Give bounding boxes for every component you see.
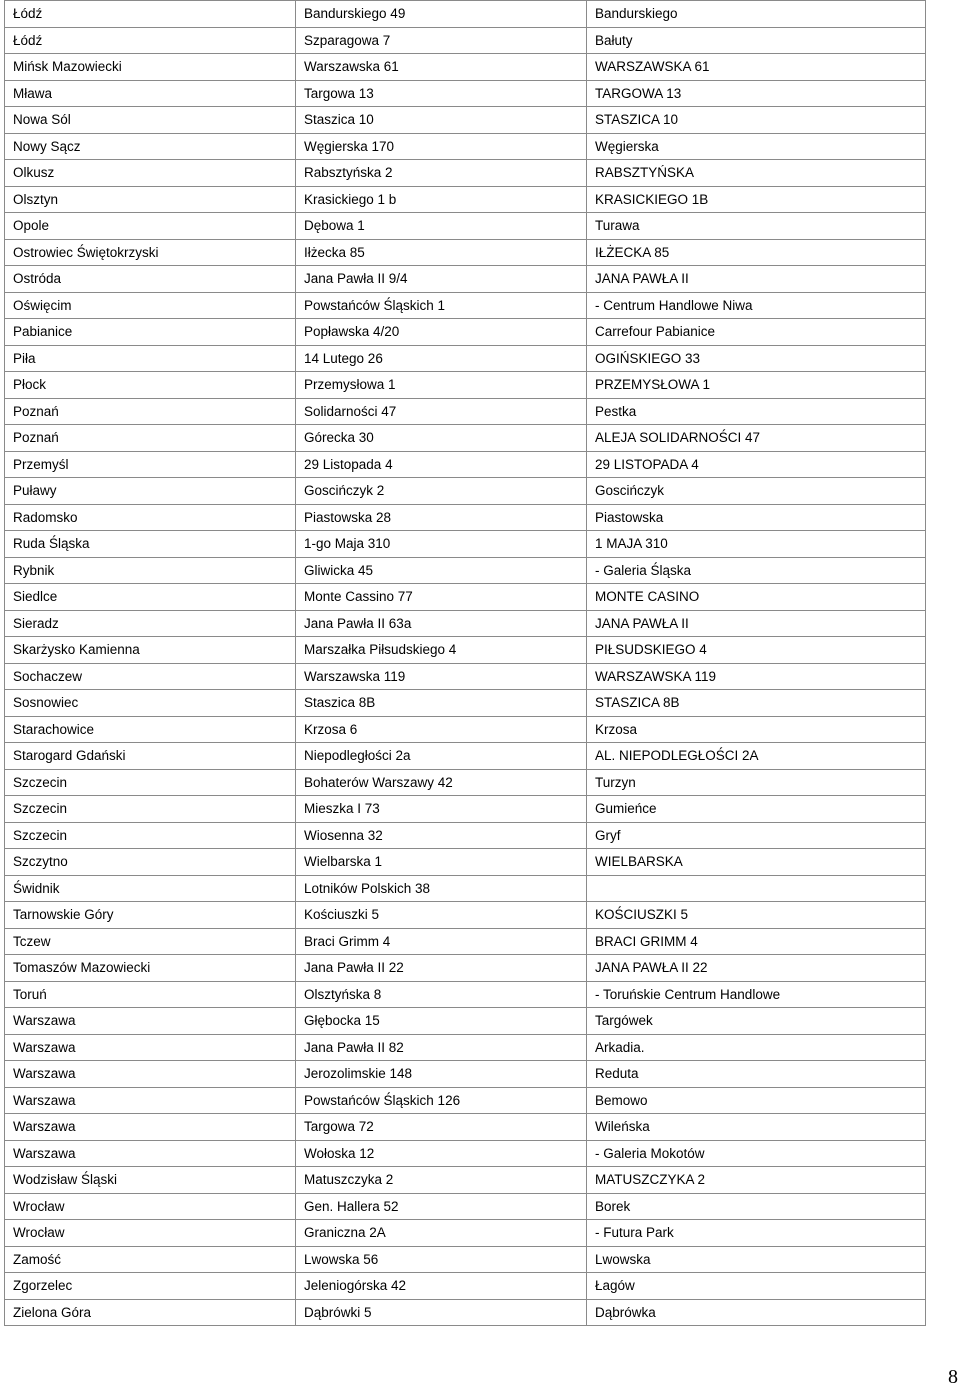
address-cell: Graniczna 2A: [296, 1220, 587, 1247]
city-cell: Warszawa: [5, 1087, 296, 1114]
address-cell: 1-go Maja 310: [296, 531, 587, 558]
address-cell: Szparagowa 7: [296, 27, 587, 54]
city-cell: Piła: [5, 345, 296, 372]
location-cell: TARGOWA 13: [587, 80, 926, 107]
city-cell: Toruń: [5, 981, 296, 1008]
city-cell: Starogard Gdański: [5, 743, 296, 770]
address-cell: Wielbarska 1: [296, 849, 587, 876]
table-body: [5, 1, 926, 1326]
address-cell: Jana Pawła II 63a: [296, 610, 587, 637]
city-cell: Łódź: [5, 1, 296, 28]
address-cell: Mieszka I 73: [296, 796, 587, 823]
location-cell: Lwowska: [587, 1246, 926, 1273]
location-cell: Turzyn: [587, 769, 926, 796]
location-cell: BRACI GRIMM 4: [587, 928, 926, 955]
address-cell: Piastowska 28: [296, 504, 587, 531]
location-cell: Węgierska: [587, 133, 926, 160]
table-row: [5, 1, 926, 28]
table-row: [5, 1273, 926, 1300]
address-cell: Lwowska 56: [296, 1246, 587, 1273]
location-cell: OGIŃSKIEGO 33: [587, 345, 926, 372]
location-cell: IŁŻECKA 85: [587, 239, 926, 266]
city-cell: Wrocław: [5, 1193, 296, 1220]
city-cell: Świdnik: [5, 875, 296, 902]
location-cell: KOŚCIUSZKI 5: [587, 902, 926, 929]
city-cell: Mińsk Mazowiecki: [5, 54, 296, 81]
table-row: [5, 292, 926, 319]
address-cell: Kościuszki 5: [296, 902, 587, 929]
address-cell: 29 Listopada 4: [296, 451, 587, 478]
city-cell: Nowa Sól: [5, 107, 296, 134]
location-cell: - Galeria Śląska: [587, 557, 926, 584]
location-cell: Arkadia.: [587, 1034, 926, 1061]
address-cell: Gen. Hallera 52: [296, 1193, 587, 1220]
city-cell: Łódź: [5, 27, 296, 54]
location-cell: Turawa: [587, 213, 926, 240]
address-cell: Targowa 72: [296, 1114, 587, 1141]
table-row: [5, 239, 926, 266]
location-cell: Bemowo: [587, 1087, 926, 1114]
table-row: [5, 1061, 926, 1088]
location-cell: Goscińczyk: [587, 478, 926, 505]
address-cell: Jerozolimskie 148: [296, 1061, 587, 1088]
table-row: [5, 160, 926, 187]
location-cell: 29 LISTOPADA 4: [587, 451, 926, 478]
location-cell: ALEJA SOLIDARNOŚCI 47: [587, 425, 926, 452]
table-row: [5, 451, 926, 478]
table-row: [5, 478, 926, 505]
table-row: [5, 80, 926, 107]
table-row: [5, 186, 926, 213]
location-cell: MONTE CASINO: [587, 584, 926, 611]
table-row: [5, 796, 926, 823]
address-cell: Jana Pawła II 82: [296, 1034, 587, 1061]
table-row: [5, 425, 926, 452]
city-cell: Ostrowiec Świętokrzyski: [5, 239, 296, 266]
address-cell: Przemysłowa 1: [296, 372, 587, 399]
location-cell: - Galeria Mokotów: [587, 1140, 926, 1167]
table-row: [5, 372, 926, 399]
table-row: [5, 1220, 926, 1247]
location-cell: KRASICKIEGO 1B: [587, 186, 926, 213]
table-row: [5, 690, 926, 717]
location-cell: Dąbrówka: [587, 1299, 926, 1326]
table-row: [5, 27, 926, 54]
city-cell: Rybnik: [5, 557, 296, 584]
city-cell: Tarnowskie Góry: [5, 902, 296, 929]
table-row: [5, 319, 926, 346]
table-row: [5, 928, 926, 955]
address-cell: Lotników Polskich 38: [296, 875, 587, 902]
location-cell: MATUSZCZYKA 2: [587, 1167, 926, 1194]
location-cell: STASZICA 8B: [587, 690, 926, 717]
address-cell: Krasickiego 1 b: [296, 186, 587, 213]
address-cell: Bohaterów Warszawy 42: [296, 769, 587, 796]
table-row: [5, 1140, 926, 1167]
table-row: [5, 107, 926, 134]
table-row: [5, 849, 926, 876]
locations-table: [4, 0, 926, 1326]
address-cell: Bandurskiego 49: [296, 1, 587, 28]
location-cell: RABSZTYŃSKA: [587, 160, 926, 187]
location-cell: WIELBARSKA: [587, 849, 926, 876]
city-cell: Warszawa: [5, 1061, 296, 1088]
city-cell: Puławy: [5, 478, 296, 505]
location-cell: PRZEMYSŁOWA 1: [587, 372, 926, 399]
address-cell: Krzosa 6: [296, 716, 587, 743]
address-cell: Goscińczyk 2: [296, 478, 587, 505]
location-cell: Bandurskiego: [587, 1, 926, 28]
table-row: [5, 955, 926, 982]
address-cell: Wiosenna 32: [296, 822, 587, 849]
table-row: [5, 981, 926, 1008]
city-cell: Tczew: [5, 928, 296, 955]
city-cell: Sieradz: [5, 610, 296, 637]
city-cell: Warszawa: [5, 1140, 296, 1167]
city-cell: Ruda Śląska: [5, 531, 296, 558]
address-cell: Głębocka 15: [296, 1008, 587, 1035]
table-row: [5, 504, 926, 531]
address-cell: Wołoska 12: [296, 1140, 587, 1167]
address-cell: Matuszczyka 2: [296, 1167, 587, 1194]
location-cell: Gryf: [587, 822, 926, 849]
city-cell: Oświęcim: [5, 292, 296, 319]
table-row: [5, 1087, 926, 1114]
table-row: [5, 1193, 926, 1220]
address-cell: Niepodległości 2a: [296, 743, 587, 770]
city-cell: Ostróda: [5, 266, 296, 293]
city-cell: Szczecin: [5, 822, 296, 849]
city-cell: Szczytno: [5, 849, 296, 876]
table-row: [5, 398, 926, 425]
address-cell: Targowa 13: [296, 80, 587, 107]
city-cell: Opole: [5, 213, 296, 240]
city-cell: Przemyśl: [5, 451, 296, 478]
address-cell: Popławska 4/20: [296, 319, 587, 346]
location-cell: JANA PAWŁA II: [587, 266, 926, 293]
location-cell: Reduta: [587, 1061, 926, 1088]
location-cell: Łagów: [587, 1273, 926, 1300]
city-cell: Skarżysko Kamienna: [5, 637, 296, 664]
city-cell: Pabianice: [5, 319, 296, 346]
location-cell: 1 MAJA 310: [587, 531, 926, 558]
table-row: [5, 1114, 926, 1141]
city-cell: Poznań: [5, 398, 296, 425]
city-cell: Mława: [5, 80, 296, 107]
address-cell: Jeleniogórska 42: [296, 1273, 587, 1300]
city-cell: Zamość: [5, 1246, 296, 1273]
table-row: [5, 1246, 926, 1273]
city-cell: Poznań: [5, 425, 296, 452]
address-cell: Monte Cassino 77: [296, 584, 587, 611]
address-cell: Dąbrówki 5: [296, 1299, 587, 1326]
location-cell: Bałuty: [587, 27, 926, 54]
address-cell: Staszica 10: [296, 107, 587, 134]
location-cell: [587, 875, 926, 902]
table-row: [5, 54, 926, 81]
address-cell: Olsztyńska 8: [296, 981, 587, 1008]
city-cell: Wrocław: [5, 1220, 296, 1247]
city-cell: Warszawa: [5, 1034, 296, 1061]
location-cell: - Toruńskie Centrum Handlowe: [587, 981, 926, 1008]
address-cell: Warszawska 61: [296, 54, 587, 81]
table-row: [5, 769, 926, 796]
table-row: [5, 345, 926, 372]
location-cell: Gumieńce: [587, 796, 926, 823]
city-cell: Starachowice: [5, 716, 296, 743]
address-cell: Powstańców Śląskich 126: [296, 1087, 587, 1114]
city-cell: Tomaszów Mazowiecki: [5, 955, 296, 982]
location-cell: STASZICA 10: [587, 107, 926, 134]
location-cell: Borek: [587, 1193, 926, 1220]
table-row: [5, 716, 926, 743]
location-cell: Wileńska: [587, 1114, 926, 1141]
table-row: [5, 610, 926, 637]
city-cell: Zielona Góra: [5, 1299, 296, 1326]
table-row: [5, 822, 926, 849]
address-cell: Marszałka Piłsudskiego 4: [296, 637, 587, 664]
location-cell: - Centrum Handlowe Niwa: [587, 292, 926, 319]
location-cell: JANA PAWŁA II: [587, 610, 926, 637]
city-cell: Sochaczew: [5, 663, 296, 690]
table-row: [5, 584, 926, 611]
table-row: [5, 1299, 926, 1326]
table-row: [5, 213, 926, 240]
table-row: [5, 531, 926, 558]
table-row: [5, 266, 926, 293]
table-row: [5, 743, 926, 770]
address-cell: Górecka 30: [296, 425, 587, 452]
table-row: [5, 557, 926, 584]
table-row: [5, 637, 926, 664]
table-row: [5, 1167, 926, 1194]
address-cell: Staszica 8B: [296, 690, 587, 717]
location-cell: PIŁSUDSKIEGO 4: [587, 637, 926, 664]
location-cell: AL. NIEPODLEGŁOŚCI 2A: [587, 743, 926, 770]
city-cell: Warszawa: [5, 1008, 296, 1035]
location-cell: JANA PAWŁA II 22: [587, 955, 926, 982]
table-row: [5, 1008, 926, 1035]
location-cell: Piastowska: [587, 504, 926, 531]
address-cell: Braci Grimm 4: [296, 928, 587, 955]
city-cell: Szczecin: [5, 796, 296, 823]
location-cell: Krzosa: [587, 716, 926, 743]
city-cell: Olsztyn: [5, 186, 296, 213]
city-cell: Nowy Sącz: [5, 133, 296, 160]
table-row: [5, 902, 926, 929]
page-number: 8: [948, 1366, 958, 1388]
address-cell: Węgierska 170: [296, 133, 587, 160]
city-cell: Zgorzelec: [5, 1273, 296, 1300]
address-cell: 14 Lutego 26: [296, 345, 587, 372]
address-cell: Gliwicka 45: [296, 557, 587, 584]
address-cell: Powstańców Śląskich 1: [296, 292, 587, 319]
address-cell: Warszawska 119: [296, 663, 587, 690]
table-row: [5, 133, 926, 160]
city-cell: Płock: [5, 372, 296, 399]
city-cell: Warszawa: [5, 1114, 296, 1141]
location-cell: - Futura Park: [587, 1220, 926, 1247]
location-cell: Pestka: [587, 398, 926, 425]
city-cell: Siedlce: [5, 584, 296, 611]
location-cell: Carrefour Pabianice: [587, 319, 926, 346]
table-row: [5, 875, 926, 902]
location-cell: WARSZAWSKA 119: [587, 663, 926, 690]
address-cell: Iłżecka 85: [296, 239, 587, 266]
location-cell: Targówek: [587, 1008, 926, 1035]
city-cell: Szczecin: [5, 769, 296, 796]
address-cell: Jana Pawła II 9/4: [296, 266, 587, 293]
table-row: [5, 1034, 926, 1061]
city-cell: Radomsko: [5, 504, 296, 531]
city-cell: Wodzisław Śląski: [5, 1167, 296, 1194]
address-cell: Jana Pawła II 22: [296, 955, 587, 982]
address-cell: Solidarności 47: [296, 398, 587, 425]
city-cell: Sosnowiec: [5, 690, 296, 717]
address-cell: Rabsztyńska 2: [296, 160, 587, 187]
table-row: [5, 663, 926, 690]
address-cell: Dębowa 1: [296, 213, 587, 240]
city-cell: Olkusz: [5, 160, 296, 187]
location-cell: WARSZAWSKA 61: [587, 54, 926, 81]
